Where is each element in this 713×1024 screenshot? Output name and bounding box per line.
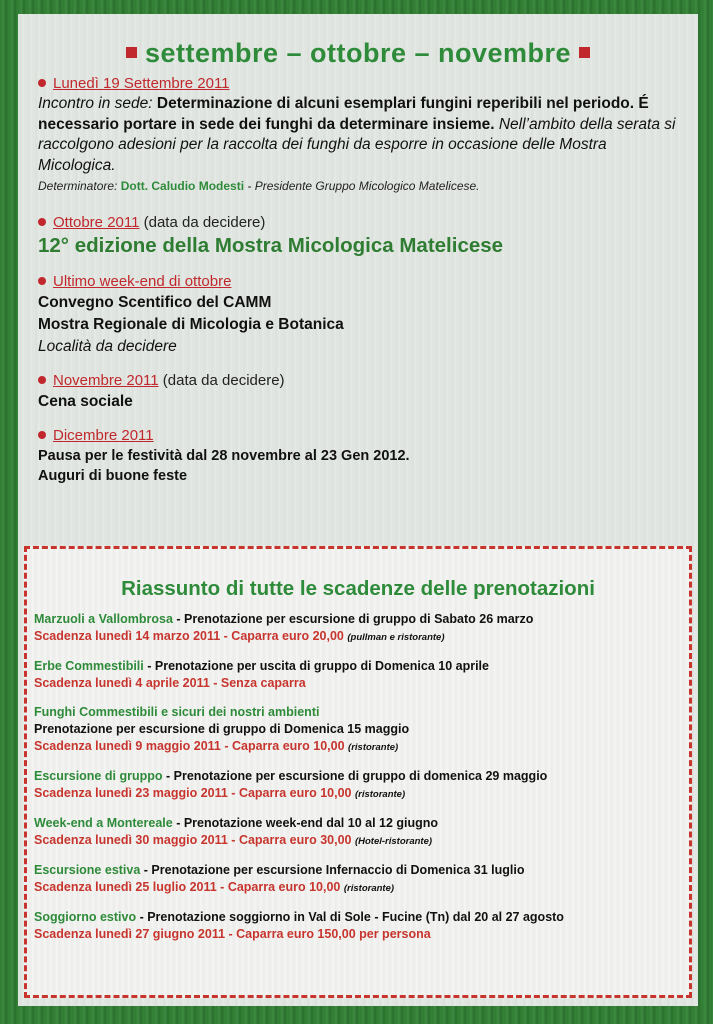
- event-date[interactable]: Lunedì 19 Settembre 2011: [53, 75, 230, 92]
- event-determinator: Determinatore: Dott. Caludio Modesti - Presidente Gruppo Micologico Matelicese.: [38, 179, 480, 193]
- events-list: [38, 74, 688, 499]
- event-description: Incontro in sede: Determinazione di alcuni esemplari fungini reperibili nel periodo. É necessario portare in sede dei funghi da determinare insieme. Nell’ambito della serata si raccolgono adesioni per la raccolta dei funghi da esporre in occasione delle Mostra Micologica.: [38, 95, 676, 174]
- list-item: Funghi Commestibili e sicuri dei nostri ambienti Prenotazione per escursione di gruppo di Domenica 15 maggio Scadenza lunedì 9 maggio 2011 - Caparra euro 10,00 (ristorante): [34, 705, 410, 753]
- event-item: Ultimo week-end di ottobre Convegno Scentifico del CAMM Mostra Regionale di Micologia e Botanica Località da decidere: [38, 273, 344, 355]
- list-item: Erbe Commestibili - Prenotazione per uscita di gruppo di Domenica 10 aprile Scadenza lunedì 4 aprile 2011 - Senza caparra: [34, 659, 489, 690]
- bullet-icon: [38, 431, 46, 439]
- event-date[interactable]: Ultimo week-end di ottobre: [53, 273, 232, 290]
- event-item: [38, 74, 688, 193]
- content-panel: [18, 14, 698, 1006]
- bullet-icon: [38, 79, 46, 87]
- list-item: Marzuoli a Vallombrosa - Prenotazione per escursione di gruppo di Sabato 26 marzo Scadenza lunedì 14 marzo 2011 - Caparra euro 20,00 (pullman e ristorante): [34, 612, 534, 643]
- event-title: 12° edizione della Mostra Micologica Matelicese: [38, 234, 504, 257]
- event-date[interactable]: Dicembre 2011: [53, 427, 154, 444]
- event-item: Dicembre 2011 Pausa per le festività dal 28 novembre al 23 Gen 2012. Auguri di buone feste: [38, 427, 410, 484]
- list-item: Week-end a Montereale - Prenotazione week-end dal 10 al 12 giugno Scadenza lunedì 30 maggio 2011 - Caparra euro 30,00 (Hotel-ristorante): [34, 816, 439, 847]
- list-item: Soggiorno estivo - Prenotazione soggiorno in Val di Sole - Fucine (Tn) dal 20 al 27 agosto Scadenza lunedì 27 giugno 2011 - Caparra euro 150,00 per persona: [34, 910, 564, 941]
- summary-title: Riassunto di tutte le scadenze delle prenotazioni: [121, 577, 595, 600]
- event-item: Novembre 2011 (data da decidere) Cena sociale: [38, 372, 285, 410]
- list-item: Escursione estiva - Prenotazione per escursione Infernaccio di Domenica 31 luglio Scadenza lunedì 25 luglio 2011 - Caparra euro 10,00 (ristorante): [34, 863, 525, 894]
- list-item: Escursione di gruppo - Prenotazione per escursione di gruppo di domenica 29 maggio Scadenza lunedì 23 maggio 2011 - Caparra euro 10,00 (ristorante): [34, 769, 548, 800]
- square-bullet-icon: [126, 47, 137, 58]
- summary-list: [34, 611, 684, 955]
- square-bullet-icon: [579, 47, 590, 58]
- event-date[interactable]: Novembre 2011: [53, 372, 159, 389]
- bullet-icon: [38, 277, 46, 285]
- bullet-icon: [38, 218, 46, 226]
- summary-box: [24, 546, 692, 998]
- page-title: settembre – ottobre – novembre: [18, 38, 698, 69]
- event-item: Ottobre 2011 (data da decidere) 12° edizione della Mostra Micologica Matelicese: [38, 213, 688, 259]
- bullet-icon: [38, 376, 46, 384]
- event-date[interactable]: Ottobre 2011: [53, 214, 140, 231]
